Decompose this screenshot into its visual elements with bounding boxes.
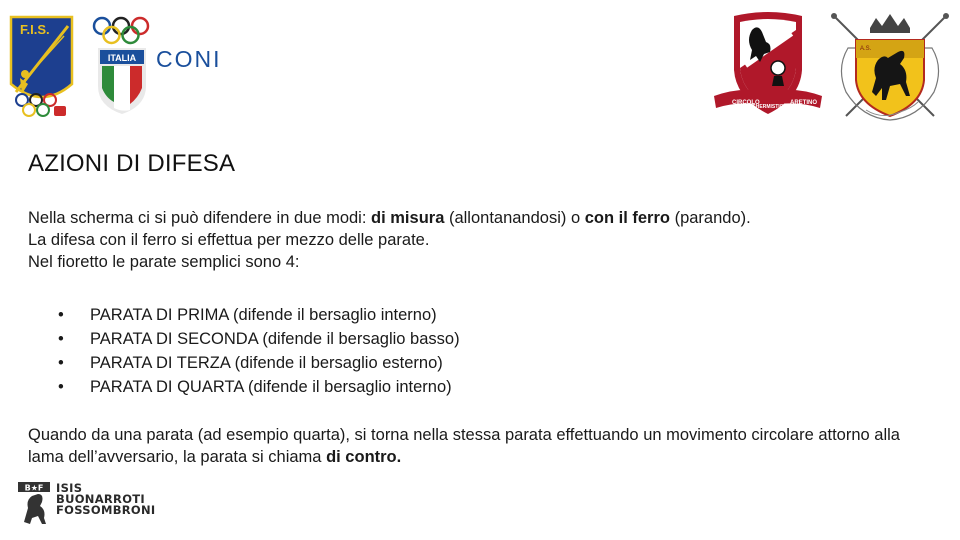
parata-term: PARATA DI SECONDA xyxy=(90,330,258,348)
parata-term: PARATA DI QUARTA xyxy=(90,378,244,396)
italia-text: ITALIA xyxy=(107,53,137,63)
outro-term-contro: di contro. xyxy=(326,448,402,466)
isis-line-2: BUONARROTI xyxy=(56,492,146,506)
intro-line-1-part-e: (parando). xyxy=(669,209,751,227)
coni-text: CONI xyxy=(156,46,222,72)
parata-description: (difende il bersaglio interno) xyxy=(228,306,437,324)
intro-line-3: Nel fioretto le parate semplici sono 4: xyxy=(28,253,300,271)
circolo-ribbon-middle: SCHERMISTICO xyxy=(748,104,788,110)
parata-term: PARATA DI TERZA xyxy=(90,354,230,372)
parata-description: (difende il bersaglio interno) xyxy=(243,378,452,396)
intro-term-ferro: con il ferro xyxy=(584,209,670,227)
parata-description: (difende il bersaglio basso) xyxy=(257,330,460,348)
bullet-dot: • xyxy=(58,354,64,372)
isis-line-1: ISIS xyxy=(56,481,83,495)
intro-line-1 xyxy=(28,207,751,229)
list-item xyxy=(58,327,460,351)
intro-line-1-part-a: Nella scherma ci si può difendere in due modi: xyxy=(28,209,372,227)
intro-line-2: La difesa con il ferro si effettua per mezzo delle parate. xyxy=(28,231,430,249)
parata-term: PARATA DI PRIMA xyxy=(90,306,229,324)
fis-logo-text: F.I.S. xyxy=(20,22,50,37)
as-horse-crest xyxy=(826,8,954,126)
outro-text: Quando da una parata (ad esempio quarta), si torna nella stessa parata effettuando un movimento circolare attorno alla lama dell’avversario, la parata si chiama xyxy=(28,426,900,466)
bullet-dot: • xyxy=(58,378,64,396)
isis-line-3: FOSSOMBRONI xyxy=(56,503,156,517)
bullet-dot: • xyxy=(58,330,64,348)
parate-list xyxy=(58,303,460,399)
intro-paragraph xyxy=(28,207,751,273)
circolo-ribbon-left: CIRCOLO xyxy=(732,100,760,106)
list-item xyxy=(58,303,460,327)
circolo-schermistico-aretino-crest xyxy=(712,10,824,122)
horse-badge-icon xyxy=(16,480,52,526)
list-item xyxy=(58,375,460,399)
outro-paragraph xyxy=(28,424,928,468)
slide-title: AZIONI DI DIFESA xyxy=(28,150,236,177)
parata-description: (difende il bersaglio esterno) xyxy=(229,354,443,372)
as-text: A.S. xyxy=(860,46,872,52)
intro-line-1-part-c: (allontanandosi) o xyxy=(444,209,585,227)
circolo-ribbon-right: ARETINO xyxy=(790,100,817,106)
coni-logo xyxy=(92,14,226,118)
badge-text: B★F xyxy=(24,483,44,493)
intro-term-misura: di misura xyxy=(371,209,445,227)
list-item xyxy=(58,351,460,375)
bullet-dot: • xyxy=(58,306,64,324)
fis-logo xyxy=(8,14,76,118)
isis-footer-logo xyxy=(16,480,176,526)
